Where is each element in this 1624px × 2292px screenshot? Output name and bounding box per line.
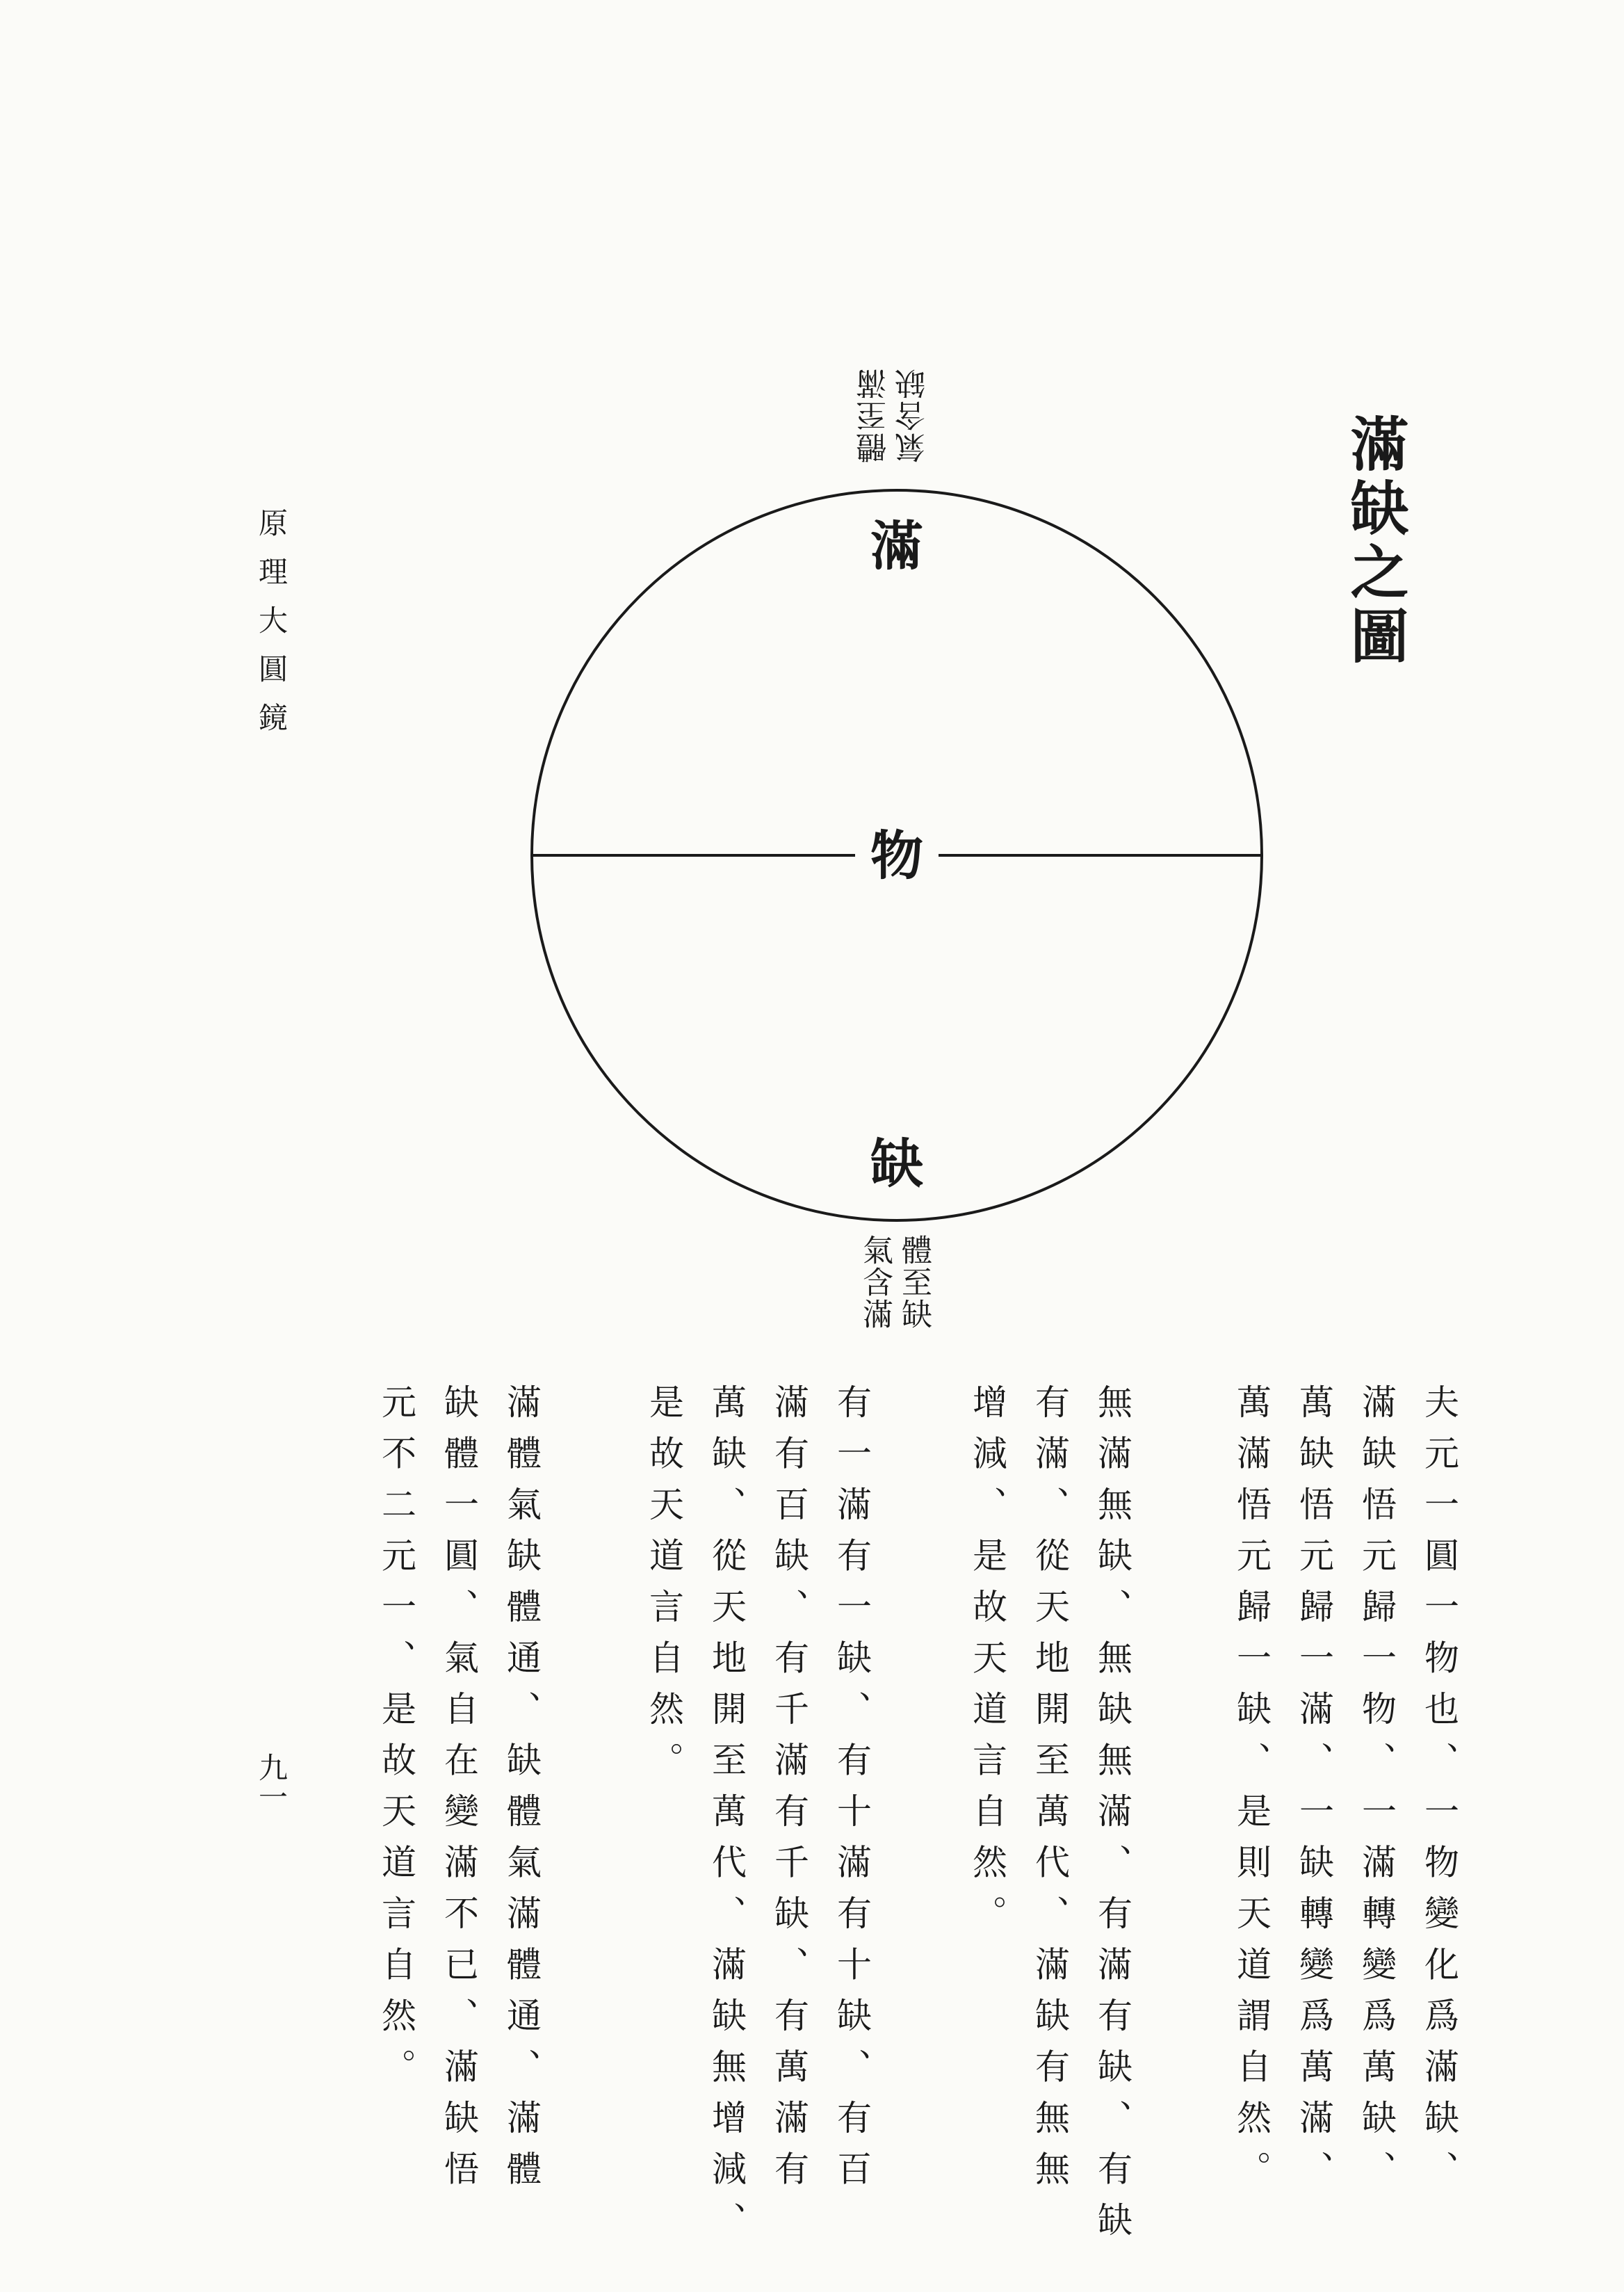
body-column: 滿缺悟元歸一物、一滿轉變爲萬缺、 <box>1356 1384 1397 2202</box>
bottom-annotation-line: 體至缺 <box>896 1234 932 1330</box>
top-annotation <box>855 367 933 463</box>
body-column: 無滿無缺、無缺無滿、有滿有缺、有缺 <box>1092 1384 1132 2253</box>
body-column: 元不二元一、是故天道言自然。 <box>376 1384 416 2099</box>
body-column: 滿有百缺、有千滿有千缺、有萬滿有 <box>769 1384 809 2202</box>
page-number: 九一 <box>254 1752 289 1811</box>
bottom-annotation-line: 氣含滿 <box>857 1234 893 1330</box>
body-column: 萬缺悟元歸一滿、一缺轉變爲萬滿、 <box>1294 1384 1334 2202</box>
page-title: 滿缺之圖 <box>1341 414 1410 670</box>
body-column: 夫元一圓一物也、一物變化爲滿缺、 <box>1419 1384 1459 2202</box>
body-column: 萬缺、從天地開至萬代、滿缺無增減、 <box>706 1384 747 2253</box>
bottom-annotation <box>855 1234 933 1330</box>
body-column: 缺體一圓、氣自在變滿不已、滿缺悟 <box>439 1384 479 2202</box>
body-column: 萬滿悟元歸一缺、是則天道謂自然。 <box>1231 1384 1272 2202</box>
fullness-lack-circle-diagram <box>514 487 1279 1252</box>
diagram-center-label: 物 <box>870 825 923 887</box>
diagram-bottom-label: 缺 <box>870 1133 923 1195</box>
diagram-top-label: 滿 <box>870 515 923 577</box>
top-annotation-line: 體至滿 <box>856 367 892 463</box>
body-column: 滿體氣缺體通、缺體氣滿體通、滿體 <box>501 1384 542 2202</box>
body-column: 增減、是故天道言自然。 <box>967 1384 1007 1946</box>
running-head: 原理大圓鏡 <box>254 508 289 751</box>
body-column: 是故天道言自然。 <box>644 1384 684 1793</box>
top-annotation-line: 氣含缺 <box>895 367 931 463</box>
body-column: 有滿、從天地開至萬代、滿缺有無無 <box>1030 1384 1070 2202</box>
body-column: 有一滿有一缺、有十滿有十缺、有百 <box>831 1384 872 2202</box>
